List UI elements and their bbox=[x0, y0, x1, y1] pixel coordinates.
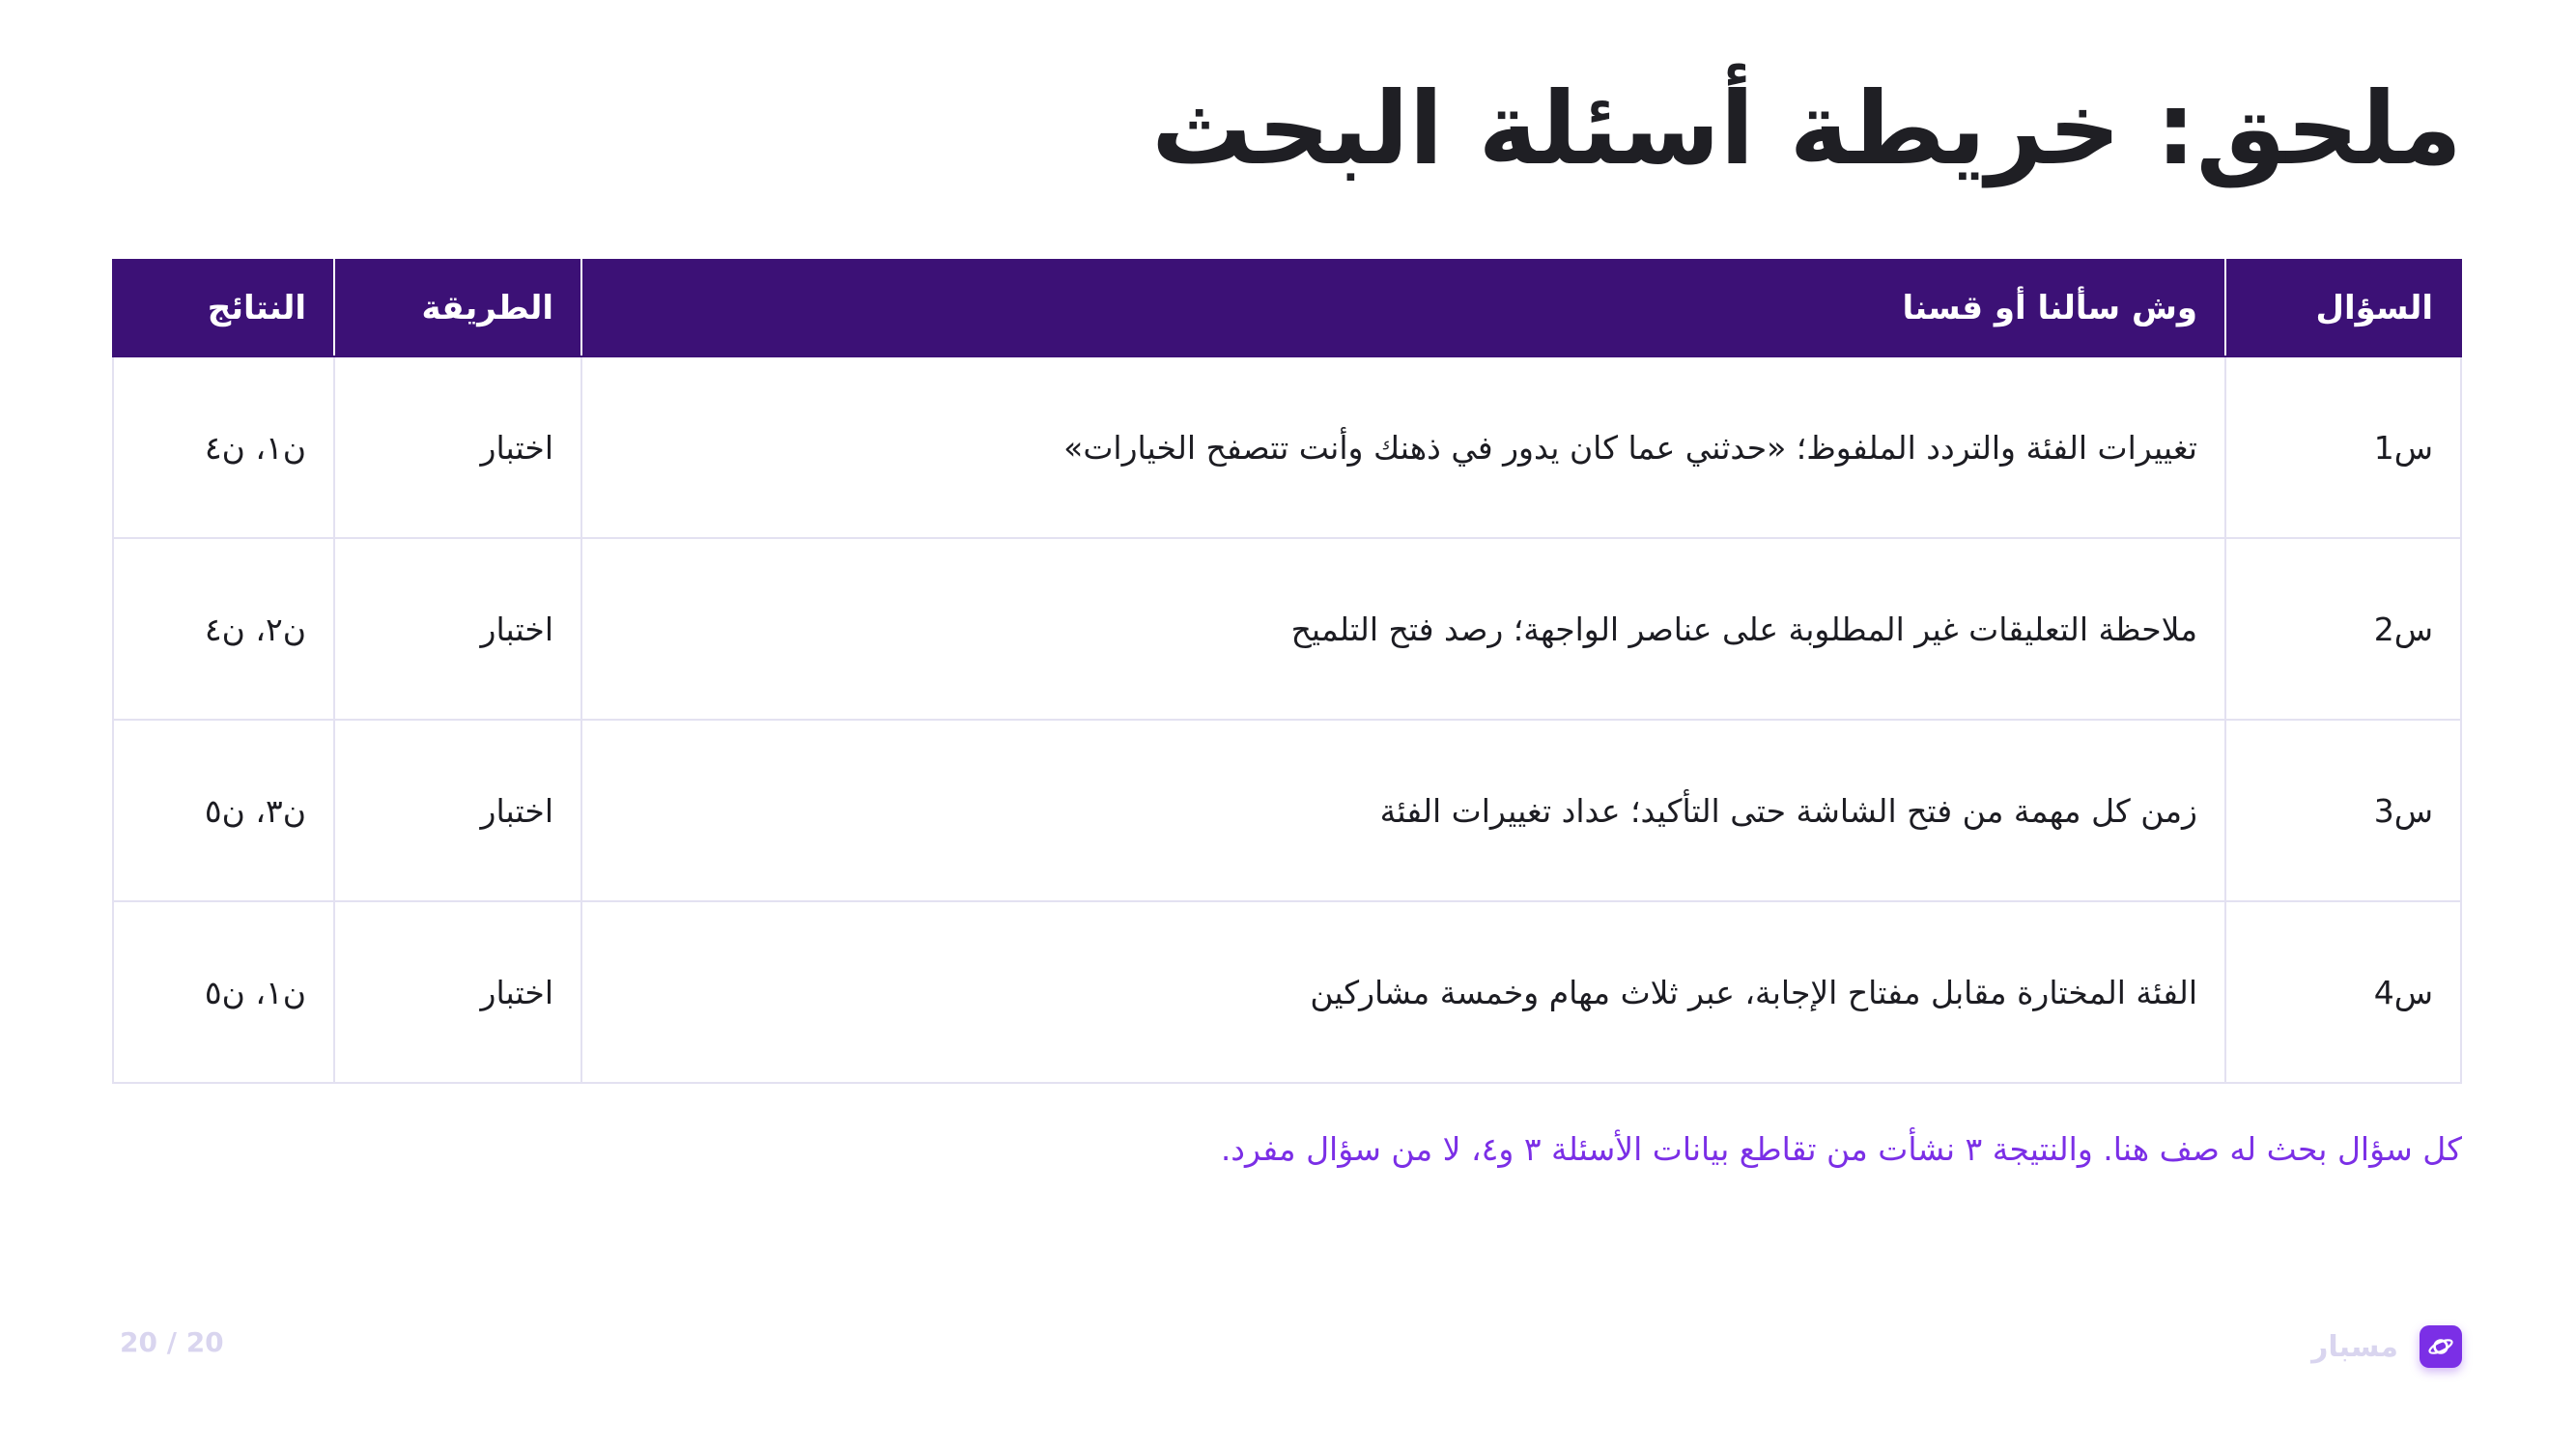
table-row bbox=[113, 356, 2461, 538]
cell-results: ن١، ن٥ bbox=[113, 901, 334, 1083]
footnote: كل سؤال بحث له صف هنا. والنتيجة ٣ نشأت من تقاطع بيانات الأسئلة ٣ و٤، لا من سؤال مفرد. bbox=[1220, 1130, 2462, 1168]
header-description: وش سألنا أو قسنا bbox=[581, 260, 2225, 356]
cell-question: س2 bbox=[2225, 538, 2461, 720]
table-row bbox=[113, 901, 2461, 1083]
cell-description: ملاحظة التعليقات غير المطلوبة على عناصر الواجهة؛ رصد فتح التلميح bbox=[581, 538, 2225, 720]
cell-results: ن٣، ن٥ bbox=[113, 720, 334, 901]
table-header-row bbox=[113, 260, 2461, 356]
cell-method: اختبار bbox=[334, 538, 581, 720]
header-results: النتائج bbox=[113, 260, 334, 356]
cell-question: س3 bbox=[2225, 720, 2461, 901]
header-method: الطريقة bbox=[334, 260, 581, 356]
slide-title: ملحق: خريطة أسئلة البحث bbox=[1151, 70, 2462, 187]
cell-method: اختبار bbox=[334, 356, 581, 538]
cell-description: زمن كل مهمة من فتح الشاشة حتى التأكيد؛ عداد تغييرات الفئة bbox=[581, 720, 2225, 901]
cell-results: ن١، ن٤ bbox=[113, 356, 334, 538]
cell-results: ن٢، ن٤ bbox=[113, 538, 334, 720]
planet-icon bbox=[2420, 1325, 2462, 1368]
cell-description: الفئة المختارة مقابل مفتاح الإجابة، عبر ثلاث مهام وخمسة مشاركين bbox=[581, 901, 2225, 1083]
table-row bbox=[113, 538, 2461, 720]
cell-question: س1 bbox=[2225, 356, 2461, 538]
cell-description: تغييرات الفئة والتردد الملفوظ؛ «حدثني عما كان يدور في ذهنك وأنت تتصفح الخيارات» bbox=[581, 356, 2225, 538]
brand bbox=[2311, 1325, 2462, 1368]
research-questions-table bbox=[112, 259, 2462, 1084]
cell-method: اختبار bbox=[334, 901, 581, 1083]
header-question: السؤال bbox=[2225, 260, 2461, 356]
page-number: 20 / 20 bbox=[120, 1326, 224, 1358]
cell-question: س4 bbox=[2225, 901, 2461, 1083]
table-row bbox=[113, 720, 2461, 901]
brand-name: مسبار bbox=[2311, 1329, 2398, 1364]
cell-method: اختبار bbox=[334, 720, 581, 901]
